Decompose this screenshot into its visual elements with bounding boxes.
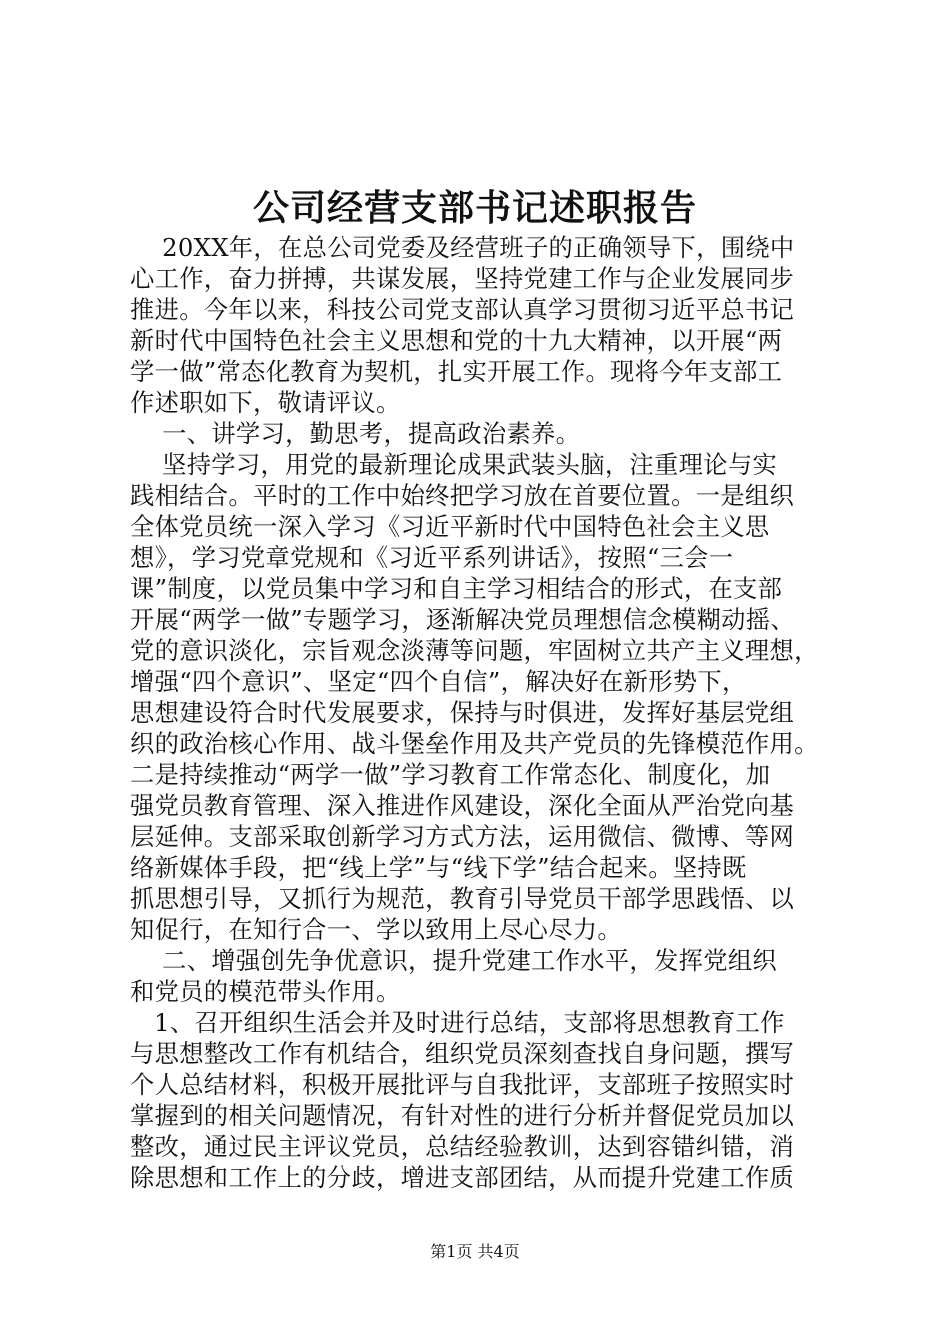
page-footer: 第1页 共4页 [430, 1242, 520, 1261]
document-body [130, 232, 840, 1193]
paragraph-study: 坚持学习，用党的最新理论成果武装头脑，注重理论与实 践相结合。平时的工作中始终把学习放在首要位置。一是组织 全体党员统一深入学习《习近平新时代中国特色社会主义思 想》，学习党章党规和《习近平系列讲话》，按照“三会一 课”制度，以党员集中学习和自主学习相结合的形式，在支部 开展“两学一做”专题学习，逐渐解决党员理想信念模糊动摇、 党的意识淡化，宗旨观念淡薄等问题，牢固树立共产主义理想， 增强“四个意识”、坚定“四个自信”，解决好在新形势下， 思想建设符合时代发展要求，保持与时俱进，发挥好基层党组 织的政治核心作用、战斗堡垒作用及共产党员的先锋模范作用。 二是持续推动“两学一做”学习教育工作常态化、制度化，加 强党员教育管理、深入推进作风建设，深化全面从严治党向基 层延伸。支部采取创新学习方式方法，运用微信、微博、等网 络新媒体手段，把“线上学”与“线下学”结合起来。坚持既 抓思想引导，又抓行为规范，教育引导党员干部学思践悟、以 知促行，在知行合一、学以致用上尽心尽力。 [130, 450, 819, 944]
paragraph-item-1: 1、召开组织生活会并及时进行总结，支部将思想教育工作 与思想整改工作有机结合，组织党员深刻查找自身问题，撰写 个人总结材料，积极开展批评与自我批评，支部班子按照实时 掌握到的相关问题情况，有针对性的进行分析并督促党员加以 整改，通过民主评议党员，总结经验教训，达到容错纠错，消 除思想和工作上的分歧，增进支部团结，从而提升党建工作质 [130, 1008, 795, 1192]
paragraph-intro: 20XX年，在总公司党委及经营班子的正确领导下，围绕中 心工作，奋力拼搏，共谋发展，坚持党建工作与企业发展同步 推进。今年以来，科技公司党支部认真学习贯彻习近平总书记 新时代中国特色社会主义思想和党的十九大精神，以开展“两 学一做”常态化教育为契机，扎实开展工作。现将今年支部工 作述职如下，敬请评议。 [130, 233, 795, 417]
section-heading-1: 一、讲学习，勤思考，提高政治素养。 [130, 419, 581, 448]
document-title: 公司经营支部书记述职报告 [252, 187, 697, 229]
section-heading-2: 二、增强创先争优意识，提升党建工作水平，发挥党组织 和党员的模范带头作用。 [130, 946, 778, 1006]
